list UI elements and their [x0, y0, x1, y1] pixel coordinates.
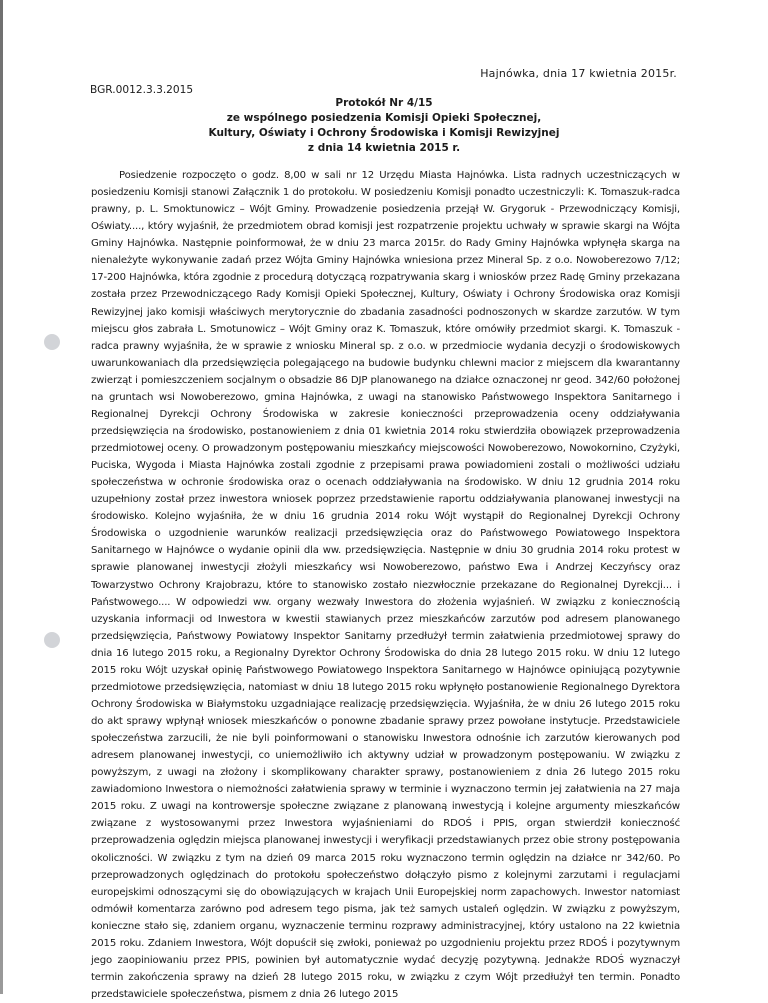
title-protocol-number: Protokół Nr 4/15 [335, 97, 433, 109]
punch-hole-bottom [44, 632, 60, 648]
place-and-date: Hajnówka, dnia 17 kwietnia 2015r. [480, 67, 677, 80]
reference-number: BGR.0012.3.3.2015 [90, 84, 194, 96]
protocol-body-text: Posiedzenie rozpoczęto o godz. 8,00 w sali nr 12 Urzędu Miasta Hajnówka. Lista radnych uczestniczących w posiedzeniu Komisji stanowi Załącznik 1 do protokołu. W posiedzeniu Komisji ponadto uczestniczyli: K. Tomaszuk-radca prawny, p. L. Smoktunowicz – Wójt Gminy. Prowadzenie posiedzenia przejął W. Grygoruk - Przewodniczący Komisji, Oświaty...., który wyjaśnił, że przedmiotem obrad komisji jest rozpatrzenie projektu uchwały w sprawie skargi na Wójta Gminy Hajnówka. Następnie poinformował, że w dniu 23 marca 2015r. do Rady Gminy Hajnówka wpłynęła skarga na nienależyte wykonywanie zadań przez Wójta Gminy Hajnówka wniesiona przez Mineral Sp. z o.o. Nowoberezowo 7/12; 17-200 Hajnówka, która zgodnie z procedurą dotyczącą rozpatrywania skarg i wniosków przez Radę Gminy przekazana została przez Przewodniczącego Rady Komisji Opieki Społecznej, Kultury, Oświaty i Ochrony Środowiska oraz Komisji Rewizyjnej jako komisji właściwych merytorycznie do zbadania zasadności podnoszonych w skardze zarzutów. W tym miejscu głos zabrała L. Smotunowicz – Wójt Gminy oraz K. Tomaszuk, które omówiły przedmiot skargi. K. Tomaszuk - radca prawny wyjaśniła, że w sprawie z wniosku Mineral sp. z o.o. w przedmiocie wydania decyzji o środowiskowych uwarunkowaniach dla przedsięwzięcia polegającego na budowie budynku chlewni macior z miejscem dla kwarantanny zwierząt i pomieszczeniem socjalnym o obsadzie 86 DJP planowanego na działce oznaczonej nr geod. 342/60 położonej na gruntach wsi Nowoberezowo, gmina Hajnówka, z uwagi na stanowisko Państwowego Inspektora Sanitarnego i Regionalnej Dyrekcji Ochrony Środowiska w zakresie konieczności przeprowadzenia oceny oddziaływania przedsięwzięcia na środowisko, postanowieniem z dnia 01 kwietnia 2014 roku stwierdziła obowiązek przeprowadzenia przedmiotowej oceny. O prowadzonym postępowaniu mieszkańcy miejscowości Nowoberezowo, Nowokornino, Czyżyki, Puciska, Wygoda i Miasta Hajnówka zostali zgodnie z przepisami prawa powiadomieni zostali o możliwości udziału społeczeństwa w ochronie środowiska oraz o ocenach oddziaływania na środowisko. W dniu 12 grudnia 2014 roku uzupełniony został przez inwestora wniosek poprzez przedstawienie raportu oddziaływania planowanej inwestycji na środowisko. Kolejno wyjaśniła, że w dniu 16 grudnia 2014 roku Wójt wystąpił do Regionalnej Dyrekcji Ochrony Środowiska o uzgodnienie warunków realizacji przedsięwzięcia oraz do Państwowego Powiatowego Inspektora Sanitarnego w Hajnówce o wydanie opinii dla ww. przedsięwzięcia. Następnie w dniu 30 grudnia 2014 roku protest w sprawie planowanej inwestycji złożyli mieszkańcy wsi Nowoberezowo, państwo Ewa i Andrzej Keczyńscy oraz Towarzystwo Ochrony Krajobrazu, które to stanowisko zostało niezwłocznie przekazane do Regionalnej Dyrekcji... i Państwowego.... W odpowiedzi ww. organy wezwały Inwestora do złożenia wyjaśnień. W związku z koniecznością uzyskania informacji od Inwestora w kwestii stawianych przez mieszkańców zarzutów pod adresem planowanego przedsięwzięcia, Państwowy Powiatowy Inspektor Sanitarny przedłużył termin załatwienia przedmiotowej sprawy do dnia 16 lutego 2015 roku, a Regionalny Dyrektor Ochrony Środowiska do dnia 28 lutego 2015 roku. W dniu 12 lutego 2015 roku Wójt uzyskał opinię Państwowego Powiatowego Inspektora Sanitarnego w Hajnówce opiniującą pozytywnie przedmiotowe przedsięwzięcia, natomiast w dniu 18 lutego 2015 roku wpłynęło postanowienie Regionalnego Dyrektora Ochrony Środowiska w Białymstoku uzgadniające realizację przedsięwzięcia. Wyjaśniła, że w dniu 26 lutego 2015 roku do akt sprawy wpłynął wniosek mieszkańców o ponowne zbadanie sprawy przez powołane instytucje. Przedstawiciele społeczeństwa zarzucili, że nie byli poinformowani o stanowisku Inwestora odnośnie ich zarzutów kierowanych pod adresem planowanej inwestycji, co uniemożliwiło ich aktywny udział w prowadzonym postępowaniu. W związku z powyższym, z uwagi na złożony i skomplikowany charakter sprawy, postanowieniem z dnia 26 lutego 2015 roku zawiadomiono Inwestora o niemożności załatwienia sprawy w terminie i wyznaczono termin jej załatwienia na 27 maja 2015 roku. Z uwagi na kontrowersje społeczne związane z planowaną inwestycją i kolejne argumenty mieszkańców związane z wystosowanymi przez Inwestora wyjaśnieniami do RDOŚ i PPIS, organ stwierdził konieczność przeprowadzenia oględzin miejsca planowanej inwestycji i weryfikacji przedstawianych przez obie strony postępowania okoliczności. W związku z tym na dzień 09 marca 2015 roku wyznaczono termin oględzin na działce nr 342/60. Po przeprowadzonych oględzinach do protokołu społeczeństwo dołączyło pismo z kolejnymi zarzutami i regulacjami europejskimi odnoszącymi się do obowiązujących w krajach Unii Europejskiej norm zapachowych. Inwestor natomiast odmówił komentarza zarówno pod adresem tego pisma, jak też samych ustaleń oględzin. W związku z powyższym, konieczne stało się, zdaniem organu, wyznaczenie terminu rozprawy administracyjnej, który ustalono na 22 kwietnia 2015 roku. Zdaniem Inwestora, Wójt dopuścił się zwłoki, ponieważ po uzgodnieniu projektu przez RDOŚ i pozytywnym jego zaopiniowaniu przez PPIS, powinien był automatycznie wydać decyzję pozytywną. Jednakże RDOŚ wyznaczył termin zakończenia sprawy na dzień 28 lutego 2015 roku, w związku z czym Wójt przedłużył ten termin. Ponadto przedstawiciele społeczeństwa, pismem z dnia 26 lutego 2015 [91, 170, 680, 1000]
title-line-committee-1: ze wspólnego posiedzenia Komisji Opieki Społecznej, [226, 112, 542, 124]
title-line-committee-2: Kultury, Oświaty i Ochrony Środowiska i Komisji Rewizyjnej [208, 127, 560, 139]
document-title [90, 96, 678, 156]
punch-hole-top [44, 334, 60, 350]
title-meeting-date: z dnia 14 kwietnia 2015 r. [307, 142, 461, 154]
scan-edge-shadow [0, 0, 3, 994]
